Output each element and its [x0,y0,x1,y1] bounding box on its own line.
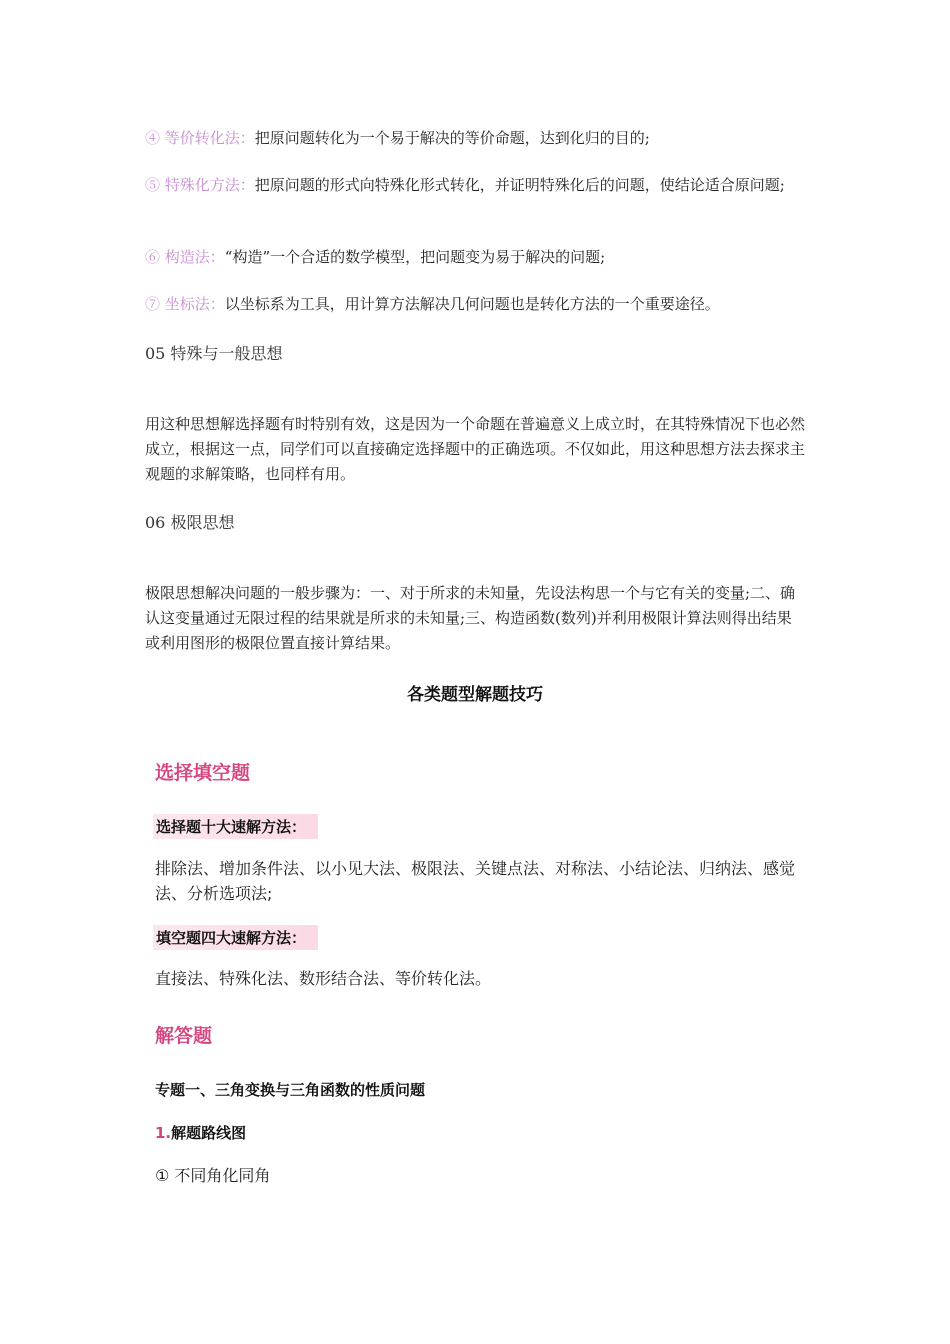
answer-section-heading: 解答题 [155,1025,213,1047]
method-term: ⑥ 构造法： [145,248,225,266]
main-title: 各类题型解题技巧 [407,685,543,705]
roadmap-item-1: ① 不同角化同角 [155,1166,271,1185]
topic-1-heading: 专题一、三角变换与三角函数的性质问题 [155,1081,426,1099]
section-05-heading: 05 特殊与一般思想 [145,344,283,363]
method-item-6 [145,245,805,270]
fill-methods-label: 填空题四大速解方法： [153,925,318,950]
choice-methods-label: 选择题十大速解方法： [153,814,318,839]
choice-section-heading: 选择填空题 [155,762,251,784]
method-term: ④ 等价转化法： [145,129,255,147]
roadmap-number: 1. [155,1124,172,1142]
method-term: ⑤ 特殊化方法： [145,176,255,194]
method-text: 把原问题转化为一个易于解决的等价命题，达到化归的目的; [254,129,650,147]
section-05-body: 用这种思想解选择题有时特别有效，这是因为一个命题在普遍意义上成立时，在其特殊情况下也必然成立，根据这一点，同学们可以直接确定选择题中的正确选项。不仅如此，用这种思想方法去探求主观题的求解策略，也同样有用。 [145,415,806,483]
method-item-5 [145,173,805,198]
section-06-heading: 06 极限思想 [145,513,235,532]
method-item-4 [145,126,805,151]
method-text: 以坐标系为工具，用计算方法解决几何问题也是转化方法的一个重要途径。 [224,295,720,313]
fill-methods-text: 直接法、特殊化法、数形结合法、等价转化法。 [155,969,492,988]
method-term: ⑦ 坐标法： [145,295,225,313]
section-06-body: 极限思想解决问题的一般步骤为：一、对于所求的未知量，先设法构思一个与它有关的变量;二、确认这变量通过无限过程的结果就是所求的未知量;三、构造函数(数列)并利用极限计算法则得出结果或利用图形的极限位置直接计算结果。 [145,584,796,652]
method-text: “构造”一个合适的数学模型，把问题变为易于解决的问题; [224,248,606,266]
choice-methods-text: 排除法、增加条件法、以小见大法、极限法、关键点法、对称法、小结论法、归纳法、感觉法、分析选项法; [155,859,796,903]
method-text: 把原问题的形式向特殊化形式转化，并证明特殊化后的问题，使结论适合原问题; [254,176,785,194]
roadmap-label: 解题路线图 [171,1124,247,1142]
roadmap-heading [155,1122,246,1143]
method-item-7 [145,292,805,317]
